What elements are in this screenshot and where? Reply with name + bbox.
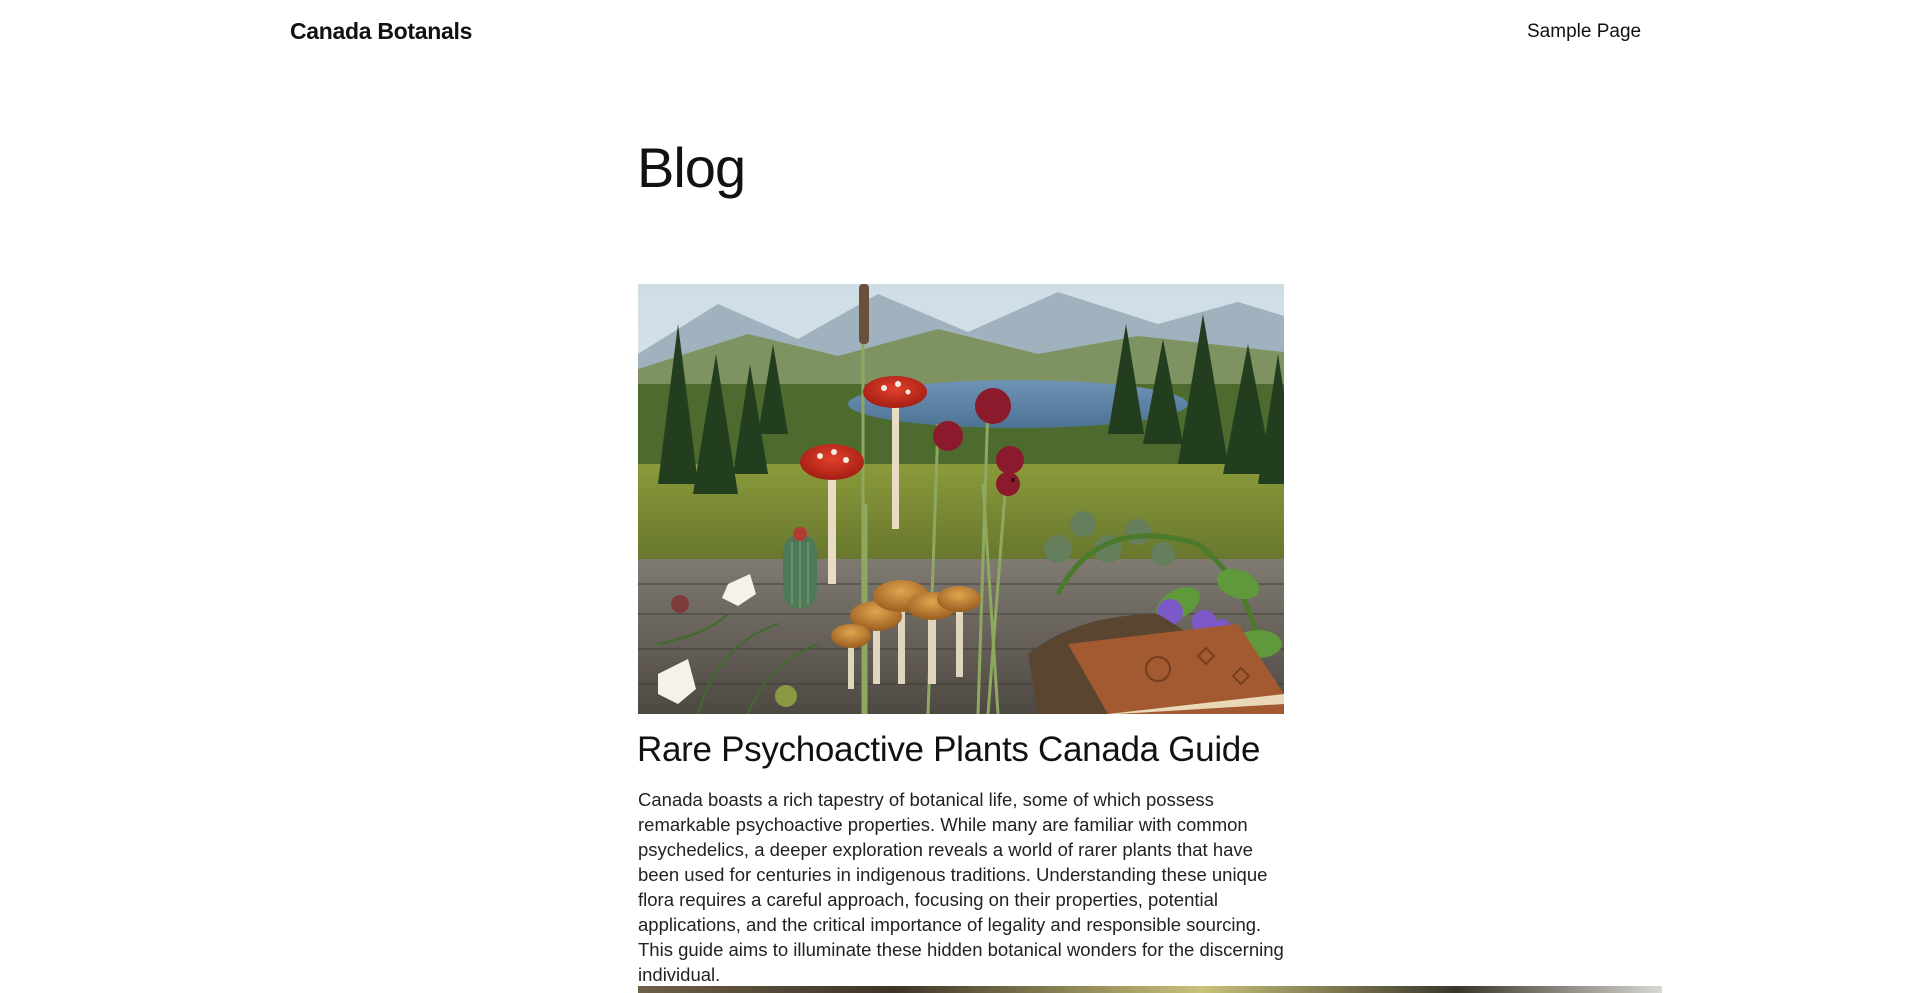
post-title-link[interactable]: Rare Psychoactive Plants Canada Guide (637, 730, 1261, 769)
next-post-image-strip (638, 986, 1662, 993)
post-excerpt: Canada boasts a rich tapestry of botanical life, some of which possess remarkable psychoactive properties. While many are familiar with common psychedelics, a deeper exploration reveals a world of rarer plants that have been used for centuries in indigenous traditions. Understanding these unique flora requires a careful approach, focusing on their properties, potential applications, and the critical importance of legality and responsible sourcing. This guide aims to illuminate these hidden botanical wonders for the discerning individual. (638, 789, 1284, 985)
next-post-image[interactable] (638, 983, 1662, 993)
post-featured-image[interactable] (638, 284, 1284, 714)
botanical-illustration (638, 284, 1284, 714)
page-title: Blog (637, 136, 746, 199)
nav-item-sample-page[interactable]: Sample Page (1527, 21, 1642, 42)
site-title-link[interactable]: Canada Botanals (290, 18, 473, 44)
site-header (0, 0, 1920, 72)
